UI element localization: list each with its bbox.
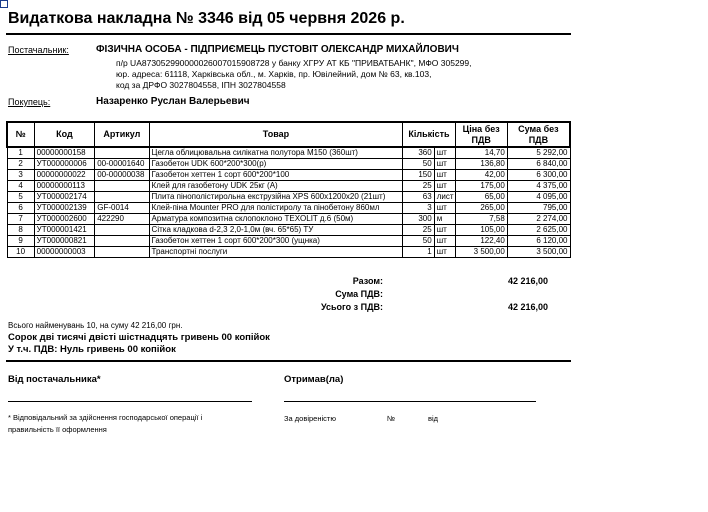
row-unit: лист (434, 192, 455, 203)
row-code: 00000000003 (34, 247, 95, 258)
row-product-name: Газобетон UDK 600*200*300(р) (149, 159, 403, 170)
row-price: 7,58 (455, 214, 507, 225)
row-unit: шт (434, 181, 455, 192)
row-number: 1 (7, 147, 34, 159)
row-code: 00000000113 (34, 181, 95, 192)
proxy-date-label: від (428, 414, 439, 423)
row-product-name: Клей-піна Mounter PRO для полістиролу та пінобетону 860мл (149, 203, 403, 214)
row-unit: шт (434, 147, 455, 159)
row-code: УТ000000006 (34, 159, 95, 170)
row-code: 00000000158 (34, 147, 95, 159)
supplier-bank-details: п/р UA873052990000026007015908728 у банку ХГРУ АТ КБ "ПРИВАТБАНК", МФО 305299, (116, 58, 472, 68)
row-price: 14,70 (455, 147, 507, 159)
row-sum: 2 625,00 (507, 225, 570, 236)
col-header-code: Код (34, 122, 95, 147)
row-unit: шт (434, 247, 455, 258)
row-number: 7 (7, 214, 34, 225)
row-code: 00000000022 (34, 170, 95, 181)
document-title: Видаткова накладна № 3346 від 05 червня 2026 р. (8, 10, 405, 27)
row-product-name: Газобетон хеттен 1 сорт 600*200*300 (ущнка) (149, 236, 403, 247)
row-number: 9 (7, 236, 34, 247)
total-value: 42 216,00 (507, 276, 548, 286)
row-quantity: 300 (403, 214, 434, 225)
table-row (7, 181, 570, 192)
col-header-quantity: Кількість (403, 122, 455, 147)
row-quantity: 360 (403, 147, 434, 159)
supplier-label: Постачальник: (8, 45, 69, 55)
row-quantity: 25 (403, 181, 434, 192)
row-sum: 2 274,00 (507, 214, 570, 225)
row-sum: 6 120,00 (507, 236, 570, 247)
buyer-label: Покупець: (8, 97, 51, 107)
row-quantity: 3 (403, 203, 434, 214)
row-product-name: Клей для газобетону UDK 25кг (А) (149, 181, 403, 192)
row-number: 6 (7, 203, 34, 214)
row-unit: шт (434, 170, 455, 181)
summary-divider (6, 360, 571, 362)
receiver-signature-line (284, 401, 536, 402)
row-product-name: Транспортні послуги (149, 247, 403, 258)
row-code: УТ000002174 (34, 192, 95, 203)
row-article (95, 147, 149, 159)
row-price: 105,00 (455, 225, 507, 236)
row-price: 175,00 (455, 181, 507, 192)
row-quantity: 1 (403, 247, 434, 258)
row-sum: 6 840,00 (507, 159, 570, 170)
row-price: 136,80 (455, 159, 507, 170)
table-row (7, 214, 570, 225)
row-article: 422290 (95, 214, 149, 225)
table-row (7, 159, 570, 170)
row-quantity: 25 (403, 225, 434, 236)
row-unit: шт (434, 159, 455, 170)
table-row (7, 225, 570, 236)
title-underline (6, 33, 571, 35)
row-article: 00-00001640 (95, 159, 149, 170)
row-price: 265,00 (455, 203, 507, 214)
table-row (7, 170, 570, 181)
row-quantity: 63 (403, 192, 434, 203)
row-unit: шт (434, 203, 455, 214)
receiver-signature-label: Отримав(ла) (284, 374, 344, 385)
row-article (95, 225, 149, 236)
buyer-name: Назаренко Руслан Валерьевич (96, 96, 250, 107)
proxy-number-label: № (387, 414, 396, 423)
row-code: УТ000000821 (34, 236, 95, 247)
row-article (95, 192, 149, 203)
total-label: Разом: (352, 276, 383, 286)
row-code: УТ000002139 (34, 203, 95, 214)
supplier-address: юр. адреса: 61118, Харківська обл., м. Харків, пр. Ювілейний, дом № 63, кв.103, (116, 69, 432, 79)
row-article (95, 181, 149, 192)
row-sum: 795,00 (507, 203, 570, 214)
row-code: УТ000002600 (34, 214, 95, 225)
proxy-label: За довіреністю (284, 414, 336, 423)
supplier-name: ФІЗИЧНА ОСОБА - ПІДПРИЄМЕЦЬ ПУСТОВІТ ОЛЕКСАНДР МИХАЙЛОВИЧ (96, 44, 459, 55)
col-header-price: Ціна без ПДВ (455, 122, 507, 147)
supplier-tax-codes: код за ДРФО 3027804558, ІПН 3027804558 (116, 80, 286, 90)
items-table (6, 121, 571, 258)
table-row (7, 247, 570, 258)
table-header-row (7, 122, 570, 147)
row-number: 8 (7, 225, 34, 236)
row-sum: 6 300,00 (507, 170, 570, 181)
col-header-article: Артикул (95, 122, 149, 147)
col-header-product: Товар (149, 122, 403, 147)
row-number: 4 (7, 181, 34, 192)
items-count-summary: Всього найменувань 10, на суму 42 216,00 грн. (8, 321, 183, 330)
row-product-name: Газобетон хеттен 1 сорт 600*200*100 (149, 170, 403, 181)
row-article: 00-00000038 (95, 170, 149, 181)
row-price: 65,00 (455, 192, 507, 203)
row-quantity: 150 (403, 170, 434, 181)
row-article (95, 236, 149, 247)
table-row (7, 192, 570, 203)
row-number: 5 (7, 192, 34, 203)
row-price: 122,40 (455, 236, 507, 247)
row-sum: 3 500,00 (507, 247, 570, 258)
row-price: 3 500,00 (455, 247, 507, 258)
vat-label: Сума ПДВ: (335, 289, 383, 299)
col-header-number: № (7, 122, 34, 147)
page-corner-marker (0, 0, 8, 8)
row-quantity: 50 (403, 159, 434, 170)
grand-total-value: 42 216,00 (507, 302, 548, 312)
supplier-signature-label: Від постачальника* (8, 374, 101, 385)
vat-in-words: У т.ч. ПДВ: Нуль гривень 00 копійок (8, 344, 176, 355)
row-product-name: Сітка кладкова d-2,3 2,0-1,0м (вч. 65*65) ТУ (149, 225, 403, 236)
supplier-signature-line (8, 401, 252, 402)
table-row (7, 236, 570, 247)
amount-in-words: Сорок дві тисячі двісті шістнадцять гривень 00 копійок (8, 332, 270, 343)
row-sum: 5 292,00 (507, 147, 570, 159)
grand-total-label: Усього з ПДВ: (320, 302, 383, 312)
row-number: 10 (7, 247, 34, 258)
row-article: GF-0014 (95, 203, 149, 214)
row-unit: шт (434, 225, 455, 236)
row-quantity: 50 (403, 236, 434, 247)
row-article (95, 247, 149, 258)
row-number: 2 (7, 159, 34, 170)
row-product-name: Цегла облицювальна силікатна полутора М150 (360шт) (149, 147, 403, 159)
row-product-name: Арматура композитна склопоклоно TEXOLIT д.6 (50м) (149, 214, 403, 225)
row-price: 42,00 (455, 170, 507, 181)
col-header-sum: Сума без ПДВ (507, 122, 570, 147)
row-sum: 4 375,00 (507, 181, 570, 192)
row-sum: 4 095,00 (507, 192, 570, 203)
footnote-line-2: правильність її оформлення (8, 425, 107, 434)
row-number: 3 (7, 170, 34, 181)
row-unit: м (434, 214, 455, 225)
table-row (7, 203, 570, 214)
row-product-name: Плита пінополістирольна екструзійна XPS 600х1200х20 (21шт) (149, 192, 403, 203)
row-code: УТ000001421 (34, 225, 95, 236)
footnote-line-1: * Відповідальний за здійснення господарської операції і (8, 413, 203, 422)
table-row (7, 147, 570, 159)
row-unit: шт (434, 236, 455, 247)
